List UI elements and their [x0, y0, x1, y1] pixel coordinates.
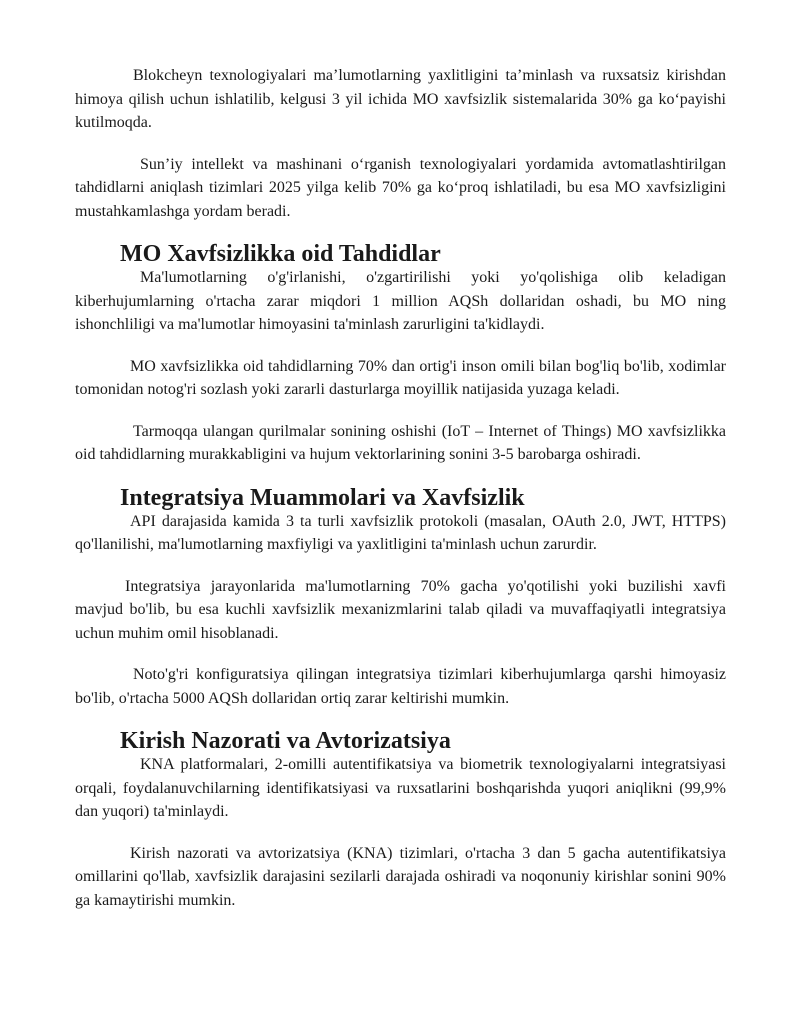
threats-paragraph-2: MO xavfsizlikka oid tahdidlarning 70% dan ortig'i inson omili bilan bog'liq bo'lib, xodimlar tomonidan notog'ri sozlash yoki zararli dasturlarga moyillik natijasida yuzaga keladi.	[75, 357, 726, 398]
threats-paragraph-3: Tarmoqqa ulangan qurilmalar sonining oshishi (IoT – Internet of Things) MO xavfsizlikka oid tahdidlarning murakkabligini va hujum vektorlarining sonini 3-5 barobarga oshiradi.	[75, 422, 726, 463]
threats-paragraph-1: Ma'lumotlarning o'g'irlanishi, o'zgartirilishi yoki yo'qolishiga olib keladigan kiberhujumlarning o'rtacha zarar miqdori 1 million AQSh dollaridan oshadi, bu MO ning ishonchliligi va ma'lumotlar himoyasini ta'minlash zarurligini ta'kidlaydi.	[75, 269, 726, 333]
document-page	[75, 64, 726, 930]
integration-paragraph-2: Integratsiya jarayonlarida ma'lumotlarning 70% gacha yo'qotilishi yoki buzilishi xavfi mavjud bo'lib, bu esa kuchli xavfsizlik mexanizmlarini talab qiladi va muvaffaqiyatli integratsiya uchun muhim omil hisoblanadi.	[75, 577, 726, 642]
intro-paragraph-ai: Sun’iy intellekt va mashinani o‘rganish texnologiyalari yordamida avtomatlashtirilgan tahdidlarni aniqlash tizimlari 2025 yilga kelib 70% ga ko‘proq ishlatiladi, bu esa MO xavfsizligini mustahkamlashga yordam beradi.	[75, 155, 726, 220]
integration-paragraph-3: Noto'g'ri konfiguratsiya qilingan integratsiya tizimlari kiberhujumlarga qarshi himoyasiz bo'lib, o'rtacha 5000 AQSh dollaridan ortiq zarar keltirishi mumkin.	[75, 666, 726, 707]
integration-paragraph-1: API darajasida kamida 3 ta turli xavfsizlik protokoli (masalan, OAuth 2.0, JWT, HTTPS) qo'llanilishi, ma'lumotlarning maxfiyligi va yaxlitligini ta'minlash uchun zarurdir.	[75, 512, 726, 553]
section-heading-threats: MO Xavfsizlikka oid Tahdidlar	[120, 241, 441, 267]
intro-paragraph-blockchain: Blokcheyn texnologiyalari ma’lumotlarning yaxlitligini ta’minlash va ruxsatsiz kirishdan himoya qilish uchun ishlatilib, kelgusi 3 yil ichida MO xavfsizlik sistemalarida 30% ga ko‘payishi kutilmoqda.	[75, 67, 726, 131]
section-heading-access-control: Kirish Nazorati va Avtorizatsiya	[120, 728, 451, 754]
section-heading-integration: Integratsiya Muammolari va Xavfsizlik	[120, 484, 525, 511]
access-paragraph-2: Kirish nazorati va avtorizatsiya (KNA) tizimlari, o'rtacha 3 dan 5 gacha autentifikatsiya omillarini qo'llab, xavfsizlik darajasini sezilarli darajada oshiradi va noqonuniy kirishlar sonini 90% ga kamaytirishi mumkin.	[75, 844, 726, 909]
access-paragraph-1: KNA platformalari, 2-omilli autentifikatsiya va biometrik texnologiyalarni integratsiyasi orqali, foydalanuvchilarning identifikatsiyasi va ruxsatlarini boshqarishda yuqori aniqlikni (99,9% dan yuqori) ta'minlaydi.	[75, 756, 726, 820]
